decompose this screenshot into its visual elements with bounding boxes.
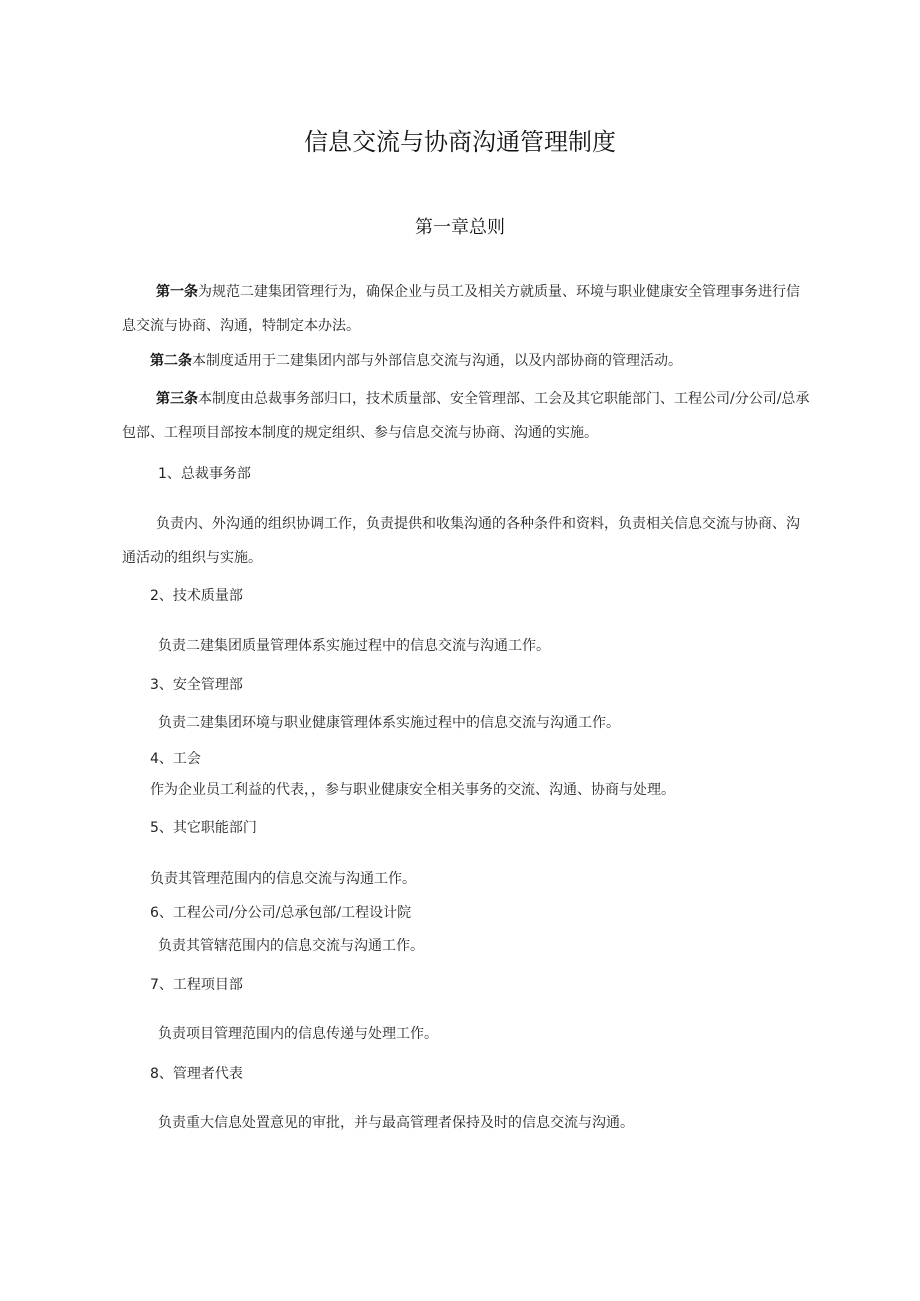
department-name: 、安全管理部 (158, 677, 243, 693)
department-heading-3 (150, 675, 243, 695)
chapter-heading: 第一章总则 (415, 217, 505, 238)
department-heading-4 (150, 749, 201, 769)
department-number: 6 (150, 905, 159, 921)
department-name: 、总裁事务部 (166, 466, 251, 482)
department-name: 、工程项目部 (158, 977, 243, 993)
article-3-text: 本制度由总裁事务部归口，技术质量部、安全管理部、工会及其它职能部门、工程公司/分公司/总承包部、工程项目部按本制度的规定组织、参与信息交流与协商、沟通的实施。 (122, 391, 810, 441)
department-heading-1 (158, 464, 251, 484)
department-heading-8 (150, 1064, 243, 1084)
department-number: 4 (150, 751, 159, 767)
department-number: 3 (150, 677, 159, 693)
department-duty-1: 负责内、外沟通的组织协调工作，负责提供和收集沟通的各种条件和资料，负责相关信息交流与协商、沟通活动的组织与实施。 (122, 516, 800, 566)
department-name: 、工会 (158, 751, 201, 767)
department-number: 5 (150, 820, 159, 836)
department-name: 、管理者代表 (158, 1066, 243, 1082)
department-name: 、工程公司/分公司/总承包部/工程设计院 (158, 905, 412, 921)
article-1-text: 为规范二建集团管理行为，确保企业与员工及相关方就质量、环境与职业健康安全管理事务进行信息交流与协商、沟通，特制定本办法。 (122, 284, 800, 334)
department-duty-5: 负责其管理范围内的信息交流与沟通工作。 (150, 871, 416, 887)
department-duty-2: 负责二建集团质量管理体系实施过程中的信息交流与沟通工作。 (158, 638, 550, 654)
article-3-label: 第三条 (156, 391, 198, 407)
document-title: 信息交流与协商沟通管理制度 (304, 128, 616, 156)
department-name: 、技术质量部 (158, 588, 243, 604)
department-duty-4: 作为企业员工利益的代表，，参与职业健康安全相关事务的交流、沟通、协商与处理。 (150, 782, 675, 798)
department-duty-6: 负责其管辖范围内的信息交流与沟通工作。 (158, 938, 424, 954)
article-1-label: 第一条 (156, 284, 198, 300)
department-number: 7 (150, 977, 159, 993)
department-duty-8: 负责重大信息处置意见的审批，并与最高管理者保持及时的信息交流与沟通。 (158, 1115, 634, 1131)
department-heading-2 (150, 586, 243, 606)
department-duty-3: 负责二建集团环境与职业健康管理体系实施过程中的信息交流与沟通工作。 (158, 715, 620, 731)
department-heading-7 (150, 975, 243, 995)
department-name: 、其它职能部门 (158, 820, 257, 836)
article-2-text: 本制度适用于二建集团内部与外部信息交流与沟通，以及内部协商的管理活动。 (192, 353, 682, 369)
article-3 (122, 382, 812, 450)
department-heading-6 (150, 903, 411, 923)
department-duty-7: 负责项目管理范围内的信息传递与处理工作。 (158, 1026, 438, 1042)
article-2-label: 第二条 (150, 353, 192, 369)
department-number: 8 (150, 1066, 159, 1082)
department-number: 2 (150, 588, 159, 604)
department-heading-5 (150, 818, 257, 838)
article-2 (150, 351, 682, 371)
article-1 (122, 275, 812, 343)
department-number: 1 (158, 466, 167, 482)
